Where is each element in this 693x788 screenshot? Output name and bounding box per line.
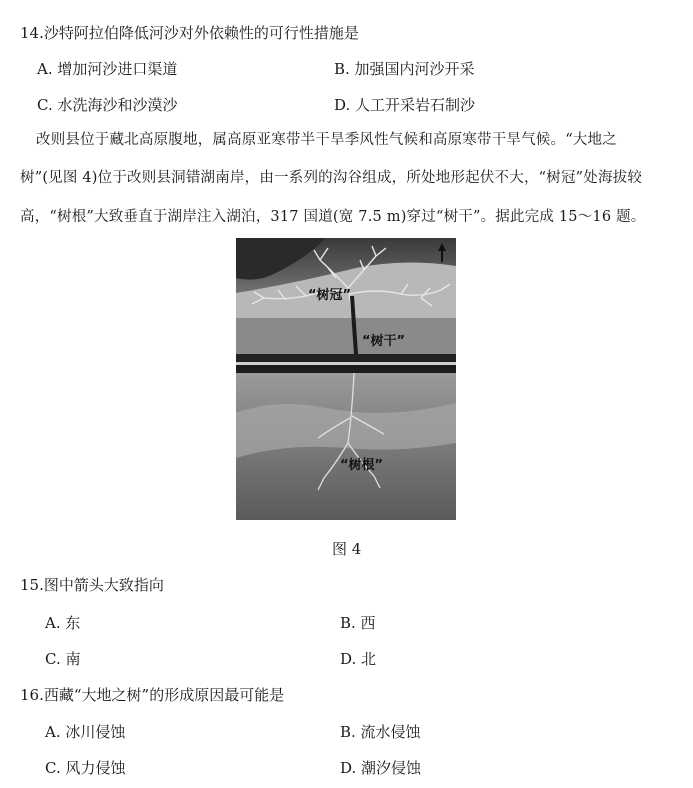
tree-of-earth-image (236, 238, 456, 520)
q14-option-d[interactable]: D. 人工开采岩石制沙 (334, 96, 476, 114)
q15-option-a[interactable]: A. 东 (45, 614, 81, 632)
q16-option-a[interactable]: A. 冰川侵蚀 (45, 723, 126, 741)
label-trunk: “树干” (362, 334, 406, 349)
q14-option-c[interactable]: C. 水洗海沙和沙漠沙 (37, 96, 178, 114)
q15-option-d[interactable]: D. 北 (340, 650, 377, 668)
q14-option-a[interactable]: A. 增加河沙进口渠道 (37, 60, 178, 78)
q16-option-d[interactable]: D. 潮汐侵蚀 (340, 759, 422, 777)
passage-line-3: 高，“树根”大致垂直于湖岸注入湖泊，317 国道(宽 7.5 m)穿过“树干”。据此完成 15～16 题。 (20, 209, 646, 225)
q15-option-c[interactable]: C. 南 (45, 650, 81, 668)
label-crown: “树冠” (308, 288, 352, 303)
passage-line-2: 树”(见图 4)位于改则县洞错湖南岸，由一系列的沟谷组成，所处地形起伏不大，“树冠”处海拔较 (20, 170, 643, 186)
q14-stem: 14.沙特阿拉伯降低河沙对外依赖性的可行性措施是 (20, 24, 359, 42)
q16-option-b[interactable]: B. 流水侵蚀 (340, 723, 421, 741)
q14-option-b[interactable]: B. 加强国内河沙开采 (334, 60, 475, 78)
q15-stem: 15.图中箭头大致指向 (20, 576, 164, 594)
q16-option-c[interactable]: C. 风力侵蚀 (45, 759, 126, 777)
q16-stem: 16.西藏“大地之树”的形成原因最可能是 (20, 686, 285, 704)
passage-line-1: 改则县位于藏北高原腹地，属高原亚寒带半干旱季风性气候和高原寒带干旱气候。“大地之 (36, 132, 617, 148)
figure-4-photo (236, 238, 456, 520)
q15-option-b[interactable]: B. 西 (340, 614, 376, 632)
label-root: “树根” (340, 458, 384, 473)
figure-caption: 图 4 (332, 540, 362, 558)
